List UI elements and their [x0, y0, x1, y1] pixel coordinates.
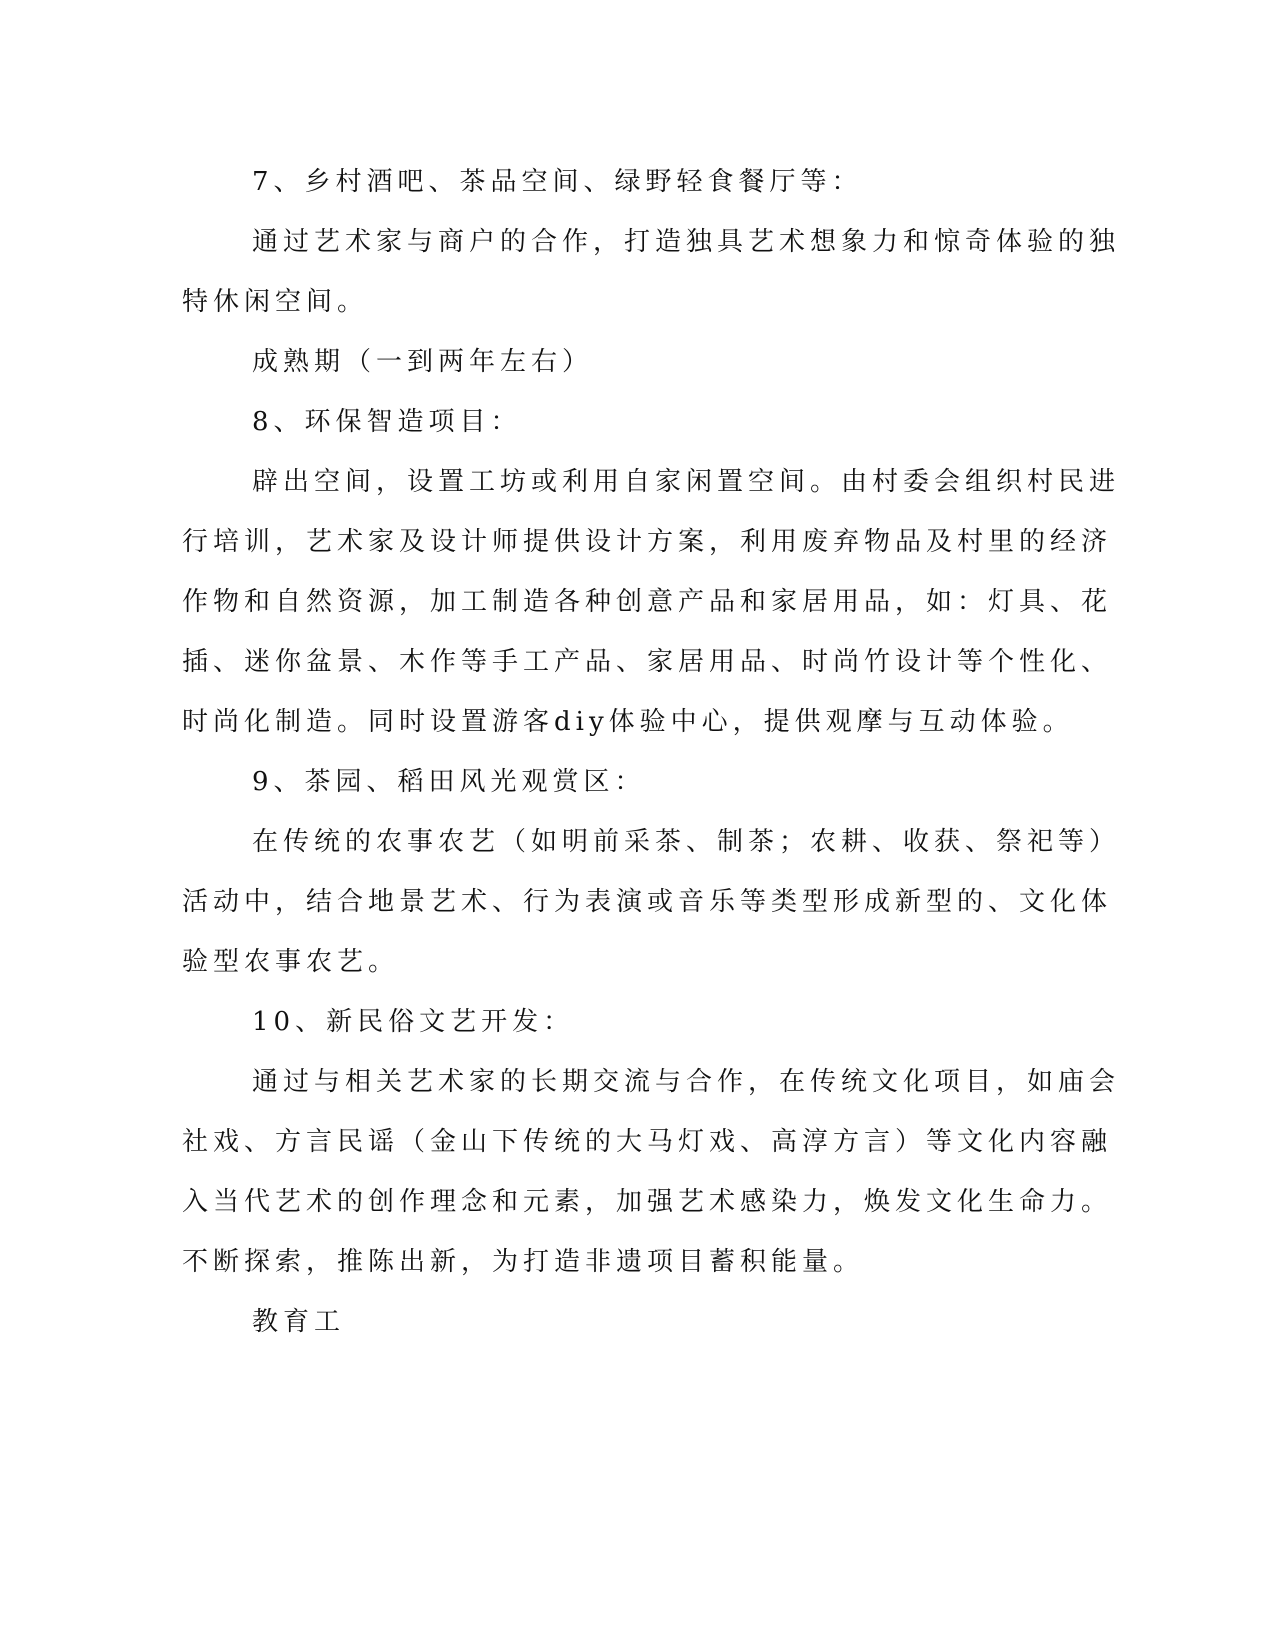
phase-heading: 成熟期（一到两年左右）: [252, 347, 594, 377]
paragraph-line: 特休闲空间。: [182, 287, 369, 317]
section-heading-10: 10、新民俗文艺开发：: [252, 1007, 575, 1037]
document-body: [182, 152, 1121, 1352]
paragraph-line: 入当代艺术的创作理念和元素，加强艺术感染力，焕发文化生命力。: [182, 1187, 1113, 1217]
section-heading-8: 8、环保智造项目：: [252, 407, 522, 437]
paragraph-line: 通过艺术家与商户的合作，打造独具艺术想象力和惊奇体验的独: [252, 227, 1121, 257]
paragraph-line: 在传统的农事农艺（如明前采茶、制茶；农耕、收获、祭祀等）: [252, 827, 1121, 857]
paragraph-line: 社戏、方言民谣（金山下传统的大马灯戏、高淳方言）等文化内容融: [182, 1127, 1113, 1157]
paragraph-line: 验型农事农艺。: [182, 947, 400, 977]
paragraph-line: 辟出空间，设置工坊或利用自家闲置空间。由村委会组织村民进: [252, 467, 1121, 497]
paragraph-line: 插、迷你盆景、木作等手工产品、家居用品、时尚竹设计等个性化、: [182, 647, 1113, 677]
paragraph-line: 行培训，艺术家及设计师提供设计方案，利用废弃物品及村里的经济: [182, 527, 1113, 557]
paragraph-line: 不断探索，推陈出新，为打造非遗项目蓄积能量。: [182, 1247, 865, 1277]
trailing-heading: 教育工: [252, 1307, 346, 1337]
section-heading-7: 7、乡村酒吧、茶品空间、绿野轻食餐厅等：: [252, 167, 863, 197]
section-heading-9: 9、茶园、稻田风光观赏区：: [252, 767, 646, 797]
paragraph-line: 作物和自然资源，加工制造各种创意产品和家居用品，如：灯具、花: [182, 587, 1113, 617]
paragraph-line: 通过与相关艺术家的长期交流与合作，在传统文化项目，如庙会: [252, 1067, 1121, 1097]
paragraph-line: 活动中，结合地景艺术、行为表演或音乐等类型形成新型的、文化体: [182, 887, 1113, 917]
paragraph-line: 时尚化制造。同时设置游客diy体验中心，提供观摩与互动体验。: [182, 707, 1074, 737]
